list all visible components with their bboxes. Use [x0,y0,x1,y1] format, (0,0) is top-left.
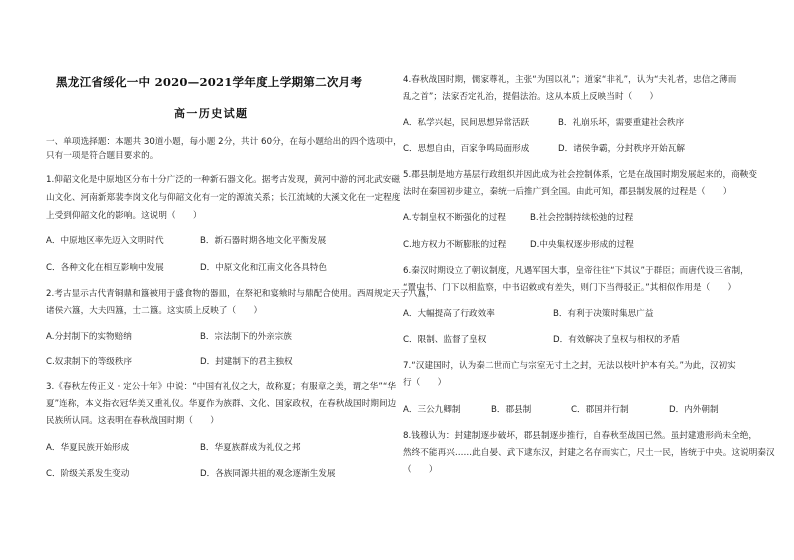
q7-option-d[interactable]: D．内外朝制 [669,405,719,415]
question-8-line: （ ） [403,465,438,475]
q6-option-a[interactable]: A．大幅提高了行政效率 [403,309,495,319]
q7-option-b[interactable]: B．郡县制 [491,405,532,415]
q2-option-a[interactable]: A.分封制下的实物赔纳 [46,332,132,342]
q4-option-c[interactable]: C．思想自由，百家争鸣局面形成 [403,144,530,154]
question-1-line: 1.仰韶文化是中原地区分布十分广泛的一种新石器文化。据考古发现，黄河中游的河北武安磁 [46,175,401,185]
q1-option-d[interactable]: D．中原文化和江南文化各具特色 [200,263,327,273]
q2-option-c[interactable]: C.奴隶制下的等级秩序 [46,357,133,367]
question-3-line: 民族所认同。这表明在春秋战国时期（ ） [46,416,219,426]
question-7-line: 7.“汉建国时，认为秦二世而亡与宗室无寸土之封，无法以枝叶护本有关。”为此，汉初实 [403,361,736,371]
question-2-line: 诸侯六簋，大夫四簋，士二簋。这实质上反映了（ ） [46,306,263,316]
question-3-line: 夏”连称，本义指衣冠华美又重礼仪。华夏作为族群、文化、国家政权，在春秋战国时期间边 [46,399,397,409]
q3-option-b[interactable]: B．华夏族群成为礼仪之邦 [200,443,301,453]
q3-option-a[interactable]: A．华夏民族开始形成 [46,443,130,453]
q2-option-d[interactable]: D．封建制下的君主独权 [200,357,293,367]
q7-option-a[interactable]: A．三公九卿制 [403,405,461,415]
q1-option-b[interactable]: B．新石器时期各地文化平衡发展 [200,236,327,246]
question-5-line: 5.郡县制是地方基层行政组织并因此成为社会控制体系，它是在战国时期发展起来的，商鞅变 [403,170,758,180]
q4-option-b[interactable]: B．礼崩乐坏，需要重建社会秩序 [558,118,685,128]
question-4-line: 乱之首”；法家否定礼治，提倡法治。这从本质上反映当时（ ） [403,92,659,102]
q7-option-c[interactable]: C．郡国并行制 [571,405,629,415]
question-8-line: 8.钱穆认为：封建制逐步破坏，郡县制逐步推行，自春秋至战国已然。虽封建遗形尚未全绝， [403,431,758,441]
q3-option-c[interactable]: C．阶级关系发生变动 [46,469,130,479]
q6-option-b[interactable]: B．有利于决策时集思广益 [553,309,654,319]
question-5-line: 法时在秦国初步建立，秦统一后推广到全国。由此可知，郡县制发展的过程是（ ） [403,187,732,197]
question-1-line: 上受到仰韶文化的影响。这说明（ ） [46,211,202,221]
q2-option-b[interactable]: B．宗法制下的外亲宗族 [200,332,292,342]
q5-option-a[interactable]: A.专制皇权不断强化的过程 [403,213,506,223]
q6-option-d[interactable]: D．有效解决了皇权与相权的矛盾 [553,335,680,345]
section-heading-cont: 只有一项是符合题目要求的。 [46,151,159,161]
question-4-line: 4.春秋战国时期，儒家尊礼，主张“为国以礼”；道家“非礼”，认为“夫礼者，忠信之薄而 [403,75,737,85]
q4-option-a[interactable]: A．私学兴起，民间思想异常活跃 [403,118,530,128]
question-6-line: 6.秦汉时期设立了朝议制度，凡遇军国大事，皇帝往往“下其议”于群臣；而唐代设三省制， [403,266,749,276]
question-6-line: “置中书、门下以相监察，中书诏敕或有差失，则门下当得驳正。”其相似作用是（ ） [403,283,737,293]
q6-option-c[interactable]: C．限制、监督了皇权 [403,335,487,345]
q3-option-d[interactable]: D．各族同源共祖的观念逐渐生发展 [200,469,336,479]
question-1-line: 山文化、河南新郑裴李岗文化与仰韶文化有一定的源流关系；长江流域的大溪文化在一定程度 [46,193,401,203]
question-7-line: 行（ ） [403,378,447,388]
q1-option-a[interactable]: A．中原地区率先迈入文明时代 [46,236,164,246]
q1-option-c[interactable]: C．各种文化在相互影响中发展 [46,263,164,273]
q5-option-c[interactable]: C.地方权力不断膨胀的过程 [403,240,507,250]
question-8-line: 然终不能再兴……此自晏、武下逮东汉，封建之名存而实亡，尺土一民，皆统于中央。这说明秦汉 [403,448,775,458]
q5-option-b[interactable]: B.社会控制持续松弛的过程 [530,213,634,223]
section-heading: 一、单项选择题：本题共 30道小题，每小题 2分，共计 60分，在每小题给出的四个选项中， [46,137,402,147]
question-3-line: 3.《春秋左传正义 · 定公十年》中说：“中国有礼仪之大，故称夏；有服章之美，谓之华”“华 [46,382,396,392]
exam-title: 黑龙江省绥化一中 2020—2021学年度上学期第二次月考 [56,75,363,89]
question-2-line: 2.考古显示古代青铜鼎和簋被用于盛食物的器皿，在祭祀和宴飨时与鼎配合使用。西周规定天子八簋， [46,289,435,299]
q5-option-d[interactable]: D.中央集权逐步形成的过程 [530,240,634,250]
q4-option-d[interactable]: D．诸侯争霸，分封秩序开始瓦解 [558,144,685,154]
exam-subtitle: 高一历史试题 [174,107,249,120]
